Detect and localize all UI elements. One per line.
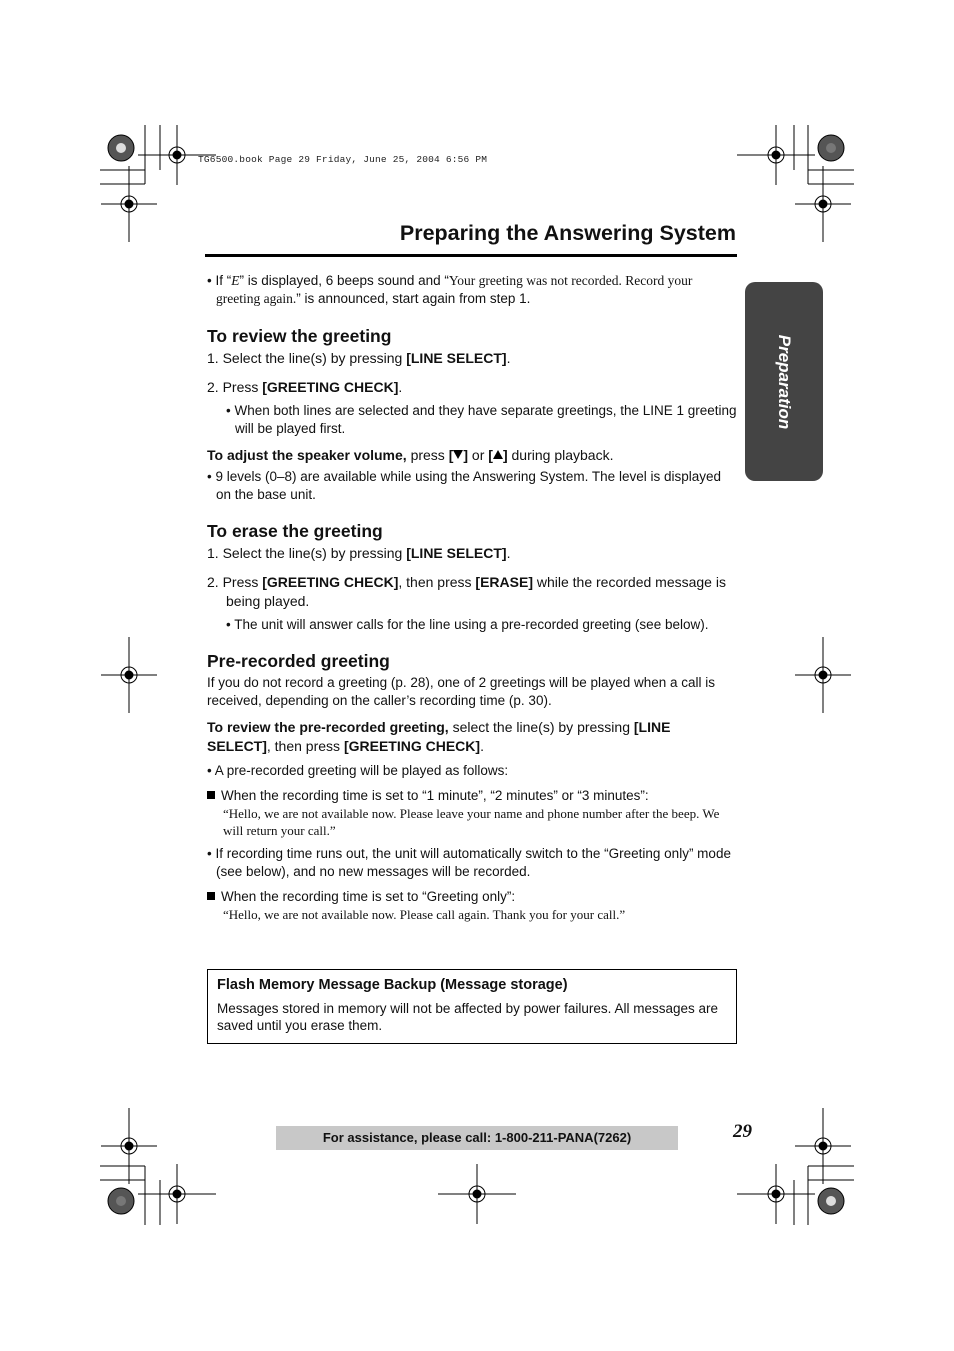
prerecorded-review-end: .: [480, 738, 484, 754]
intro-text-2: ” is displayed, 6 beeps sound and “: [239, 273, 449, 288]
bracket-close: ]: [463, 447, 469, 463]
volume-note: • 9 levels (0–8) are available while using the Answering System. The level is displayed on the base unit.: [207, 469, 721, 502]
prerecorded-review-lead: To review the pre-recorded greeting,: [207, 719, 449, 735]
quote-1: “Hello, we are not available now. Please leave your name and phone number after the beep. We will return your call.”: [223, 806, 720, 838]
review-step-1: [207, 349, 737, 368]
backup-box-body: Messages stored in memory will not be affected by power failures. All messages are saved until you erase them.: [217, 1001, 718, 1033]
review-step-1-end: .: [506, 350, 511, 366]
case-2-text: When the recording time is set to “Greeting only”:: [221, 889, 516, 904]
volume-lead: To adjust the speaker volume,: [207, 447, 407, 463]
erase-heading: To erase the greeting: [207, 521, 383, 541]
case-2: [207, 888, 737, 906]
prerecorded-review-text-1: select the line(s) by pressing: [448, 719, 634, 735]
intro-voice-message: Your greeting was not recorded. Record your greeting again.: [216, 273, 693, 306]
page-title: Preparing the Answering System: [399, 221, 736, 245]
erase-step-1-end: .: [506, 545, 511, 561]
erase-note: • The unit will answer calls for the line using a pre-recorded greeting (see below).: [226, 617, 709, 632]
review-step-2-text: 2. Press: [207, 379, 263, 395]
erase-step-2-end: while the recorded message is being played.: [226, 574, 726, 609]
volume-text-2: or: [468, 447, 489, 463]
case-1: [207, 787, 737, 805]
down-arrow-icon: [453, 450, 463, 459]
page-number: 29: [733, 1121, 752, 1142]
line-select-key: [LINE SELECT]: [406, 350, 507, 366]
title-rule: [205, 254, 737, 257]
intro-bullet: [207, 272, 737, 308]
greeting-check-key: [GREETING CHECK]: [262, 574, 399, 590]
review-step-2: [207, 378, 737, 397]
e-display-glyph: E: [231, 273, 240, 288]
backup-info-box: [207, 969, 737, 1044]
prerecorded-review: [207, 718, 737, 756]
prerecorded-review-text-2: , then press: [266, 738, 344, 754]
bracket-open: [: [448, 447, 454, 463]
erase-step-2-text: 2. Press: [207, 574, 263, 590]
square-bullet-icon: [207, 892, 215, 900]
side-tab-label: Preparation: [775, 334, 794, 429]
volume-text-1: press: [406, 447, 449, 463]
bracket-close: ]: [502, 447, 508, 463]
assistance-footer: For assistance, please call: 1-800-211-PANA(7262): [276, 1126, 678, 1150]
review-heading: To review the greeting: [207, 326, 392, 346]
erase-key: [ERASE]: [475, 574, 533, 590]
erase-step-2: [207, 573, 737, 611]
volume-instruction: [207, 446, 737, 465]
review-step-2-end: .: [398, 379, 403, 395]
intro-text-1: • If “: [207, 273, 232, 288]
greeting-check-key: [GREETING CHECK]: [343, 738, 481, 754]
prerecorded-paragraph: If you do not record a greeting (p. 28), one of 2 greetings will be played when a call is received, depending on the caller’s recording time (p. 30).: [207, 675, 716, 708]
line-select-key: [LINE SELECT]: [406, 545, 507, 561]
erase-step-2-mid: , then press: [398, 574, 476, 590]
prerecorded-bullet-1: • A pre-recorded greeting will be played as follows:: [207, 763, 509, 778]
review-step-1-text: 1. Select the line(s) by pressing: [207, 350, 407, 366]
side-tab: [745, 282, 823, 481]
up-arrow-icon: [493, 450, 503, 459]
main-content: [207, 268, 737, 923]
bracket-open: [: [488, 447, 493, 463]
erase-step-1: [207, 544, 737, 563]
prerecorded-bullet-2: • If recording time runs out, the unit will automatically switch to the “Greeting only” mode (see below), and no new messages will be recorded.: [207, 846, 731, 879]
greeting-check-key: [GREETING CHECK]: [262, 379, 399, 395]
intro-text-3: ” is announced, start again from step 1.: [296, 291, 531, 306]
quote-2: “Hello, we are not available now. Please call again. Thank you for your call.”: [223, 907, 626, 922]
erase-step-1-text: 1. Select the line(s) by pressing: [207, 545, 407, 561]
line-select-key: [LINE SELECT]: [207, 719, 671, 754]
case-1-text: When the recording time is set to “1 minute”, “2 minutes” or “3 minutes”:: [221, 788, 649, 803]
volume-text-3: during playback.: [507, 447, 614, 463]
backup-box-title: Flash Memory Message Backup (Message storage): [217, 977, 568, 993]
book-slug-line: TG6500.book Page 29 Friday, June 25, 2004 6:56 PM: [198, 154, 488, 165]
square-bullet-icon: [207, 791, 215, 799]
review-step-2-note: • When both lines are selected and they have separate greetings, the LINE 1 greeting will be played first.: [226, 403, 737, 436]
prerecorded-heading: Pre-recorded greeting: [207, 651, 390, 671]
